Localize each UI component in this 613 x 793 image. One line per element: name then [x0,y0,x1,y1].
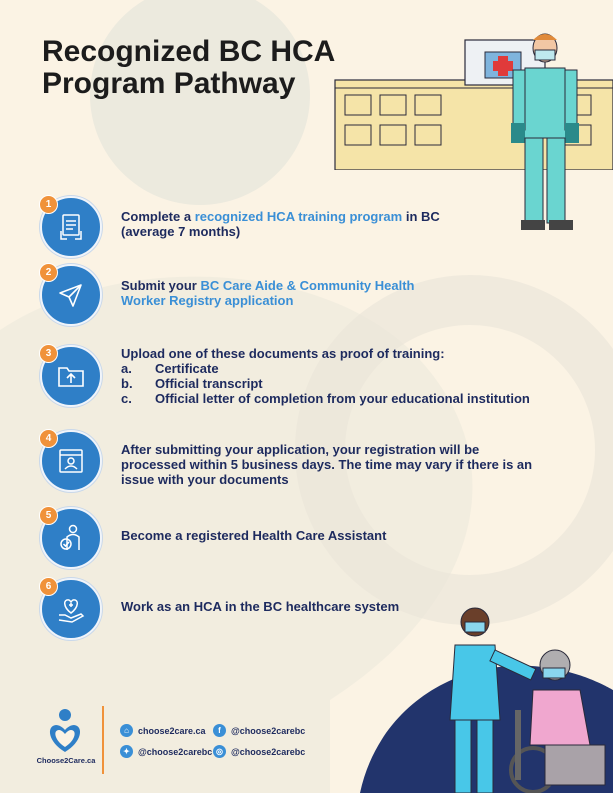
step-3-badge: 3 [39,344,58,363]
caregiver-illustration [415,600,613,793]
step-3-text [121,346,601,406]
facebook-link[interactable]: f @choose2carebc [213,724,305,737]
step-4-badge: 4 [39,429,58,448]
send-icon [55,279,87,311]
step-6-text: Work as an HCA in the BC healthcare system [121,599,400,614]
choose2care-logo [30,706,100,776]
footer [30,706,330,776]
step-3 [40,345,600,405]
home-icon: ⌂ [120,724,133,737]
twitter-link[interactable]: ✦ @choose2carebc [120,745,212,758]
page-title: Recognized BC HCA Program Pathway [42,35,335,100]
step-2 [40,264,600,324]
step-5-badge: 5 [39,506,58,525]
list-item: c. Official letter of completion from your educational institution [121,391,530,406]
clipboard-icon [55,211,87,243]
heart-hand-icon [55,593,87,625]
step-3-heading: Upload one of these documents as proof of training: [121,346,445,361]
step-1-highlight: recognized HCA training program [194,209,403,224]
document-list [121,361,601,406]
step-6-badge: 6 [39,577,58,596]
person-check-icon [55,522,87,554]
website-link[interactable]: ⌂ choose2care.ca [120,724,206,737]
step-1-badge: 1 [39,195,58,214]
step-5-text: Become a registered Health Care Assistant [121,528,387,543]
list-item: a. Certificate [121,361,219,376]
footer-divider [102,706,104,774]
facebook-icon: f [213,724,226,737]
instagram-icon: ◎ [213,745,226,758]
step-4-text: After submitting your application, your registration will be processed within 5 business days. The time may vary if there is an issue with your documents [121,442,533,487]
step-1 [40,196,600,256]
twitter-icon: ✦ [120,745,133,758]
step-2-text: Submit your BC Care Aide & Community Health Worker Registry application [121,278,415,308]
step-5 [40,507,600,567]
list-item: b. Official transcript [121,376,263,391]
folder-upload-icon [55,360,87,392]
instagram-link[interactable]: ◎ @choose2carebc [213,745,305,758]
profile-window-icon [55,445,87,477]
step-4 [40,430,600,490]
step-1-text: Complete a recognized HCA training program in BC (average 7 months) [121,209,440,239]
step-2-badge: 2 [39,263,58,282]
step-2-highlight: BC Care Aide & Community Health Worker Registry application [121,278,415,308]
logo-text: Choose2Care.ca [36,756,96,765]
